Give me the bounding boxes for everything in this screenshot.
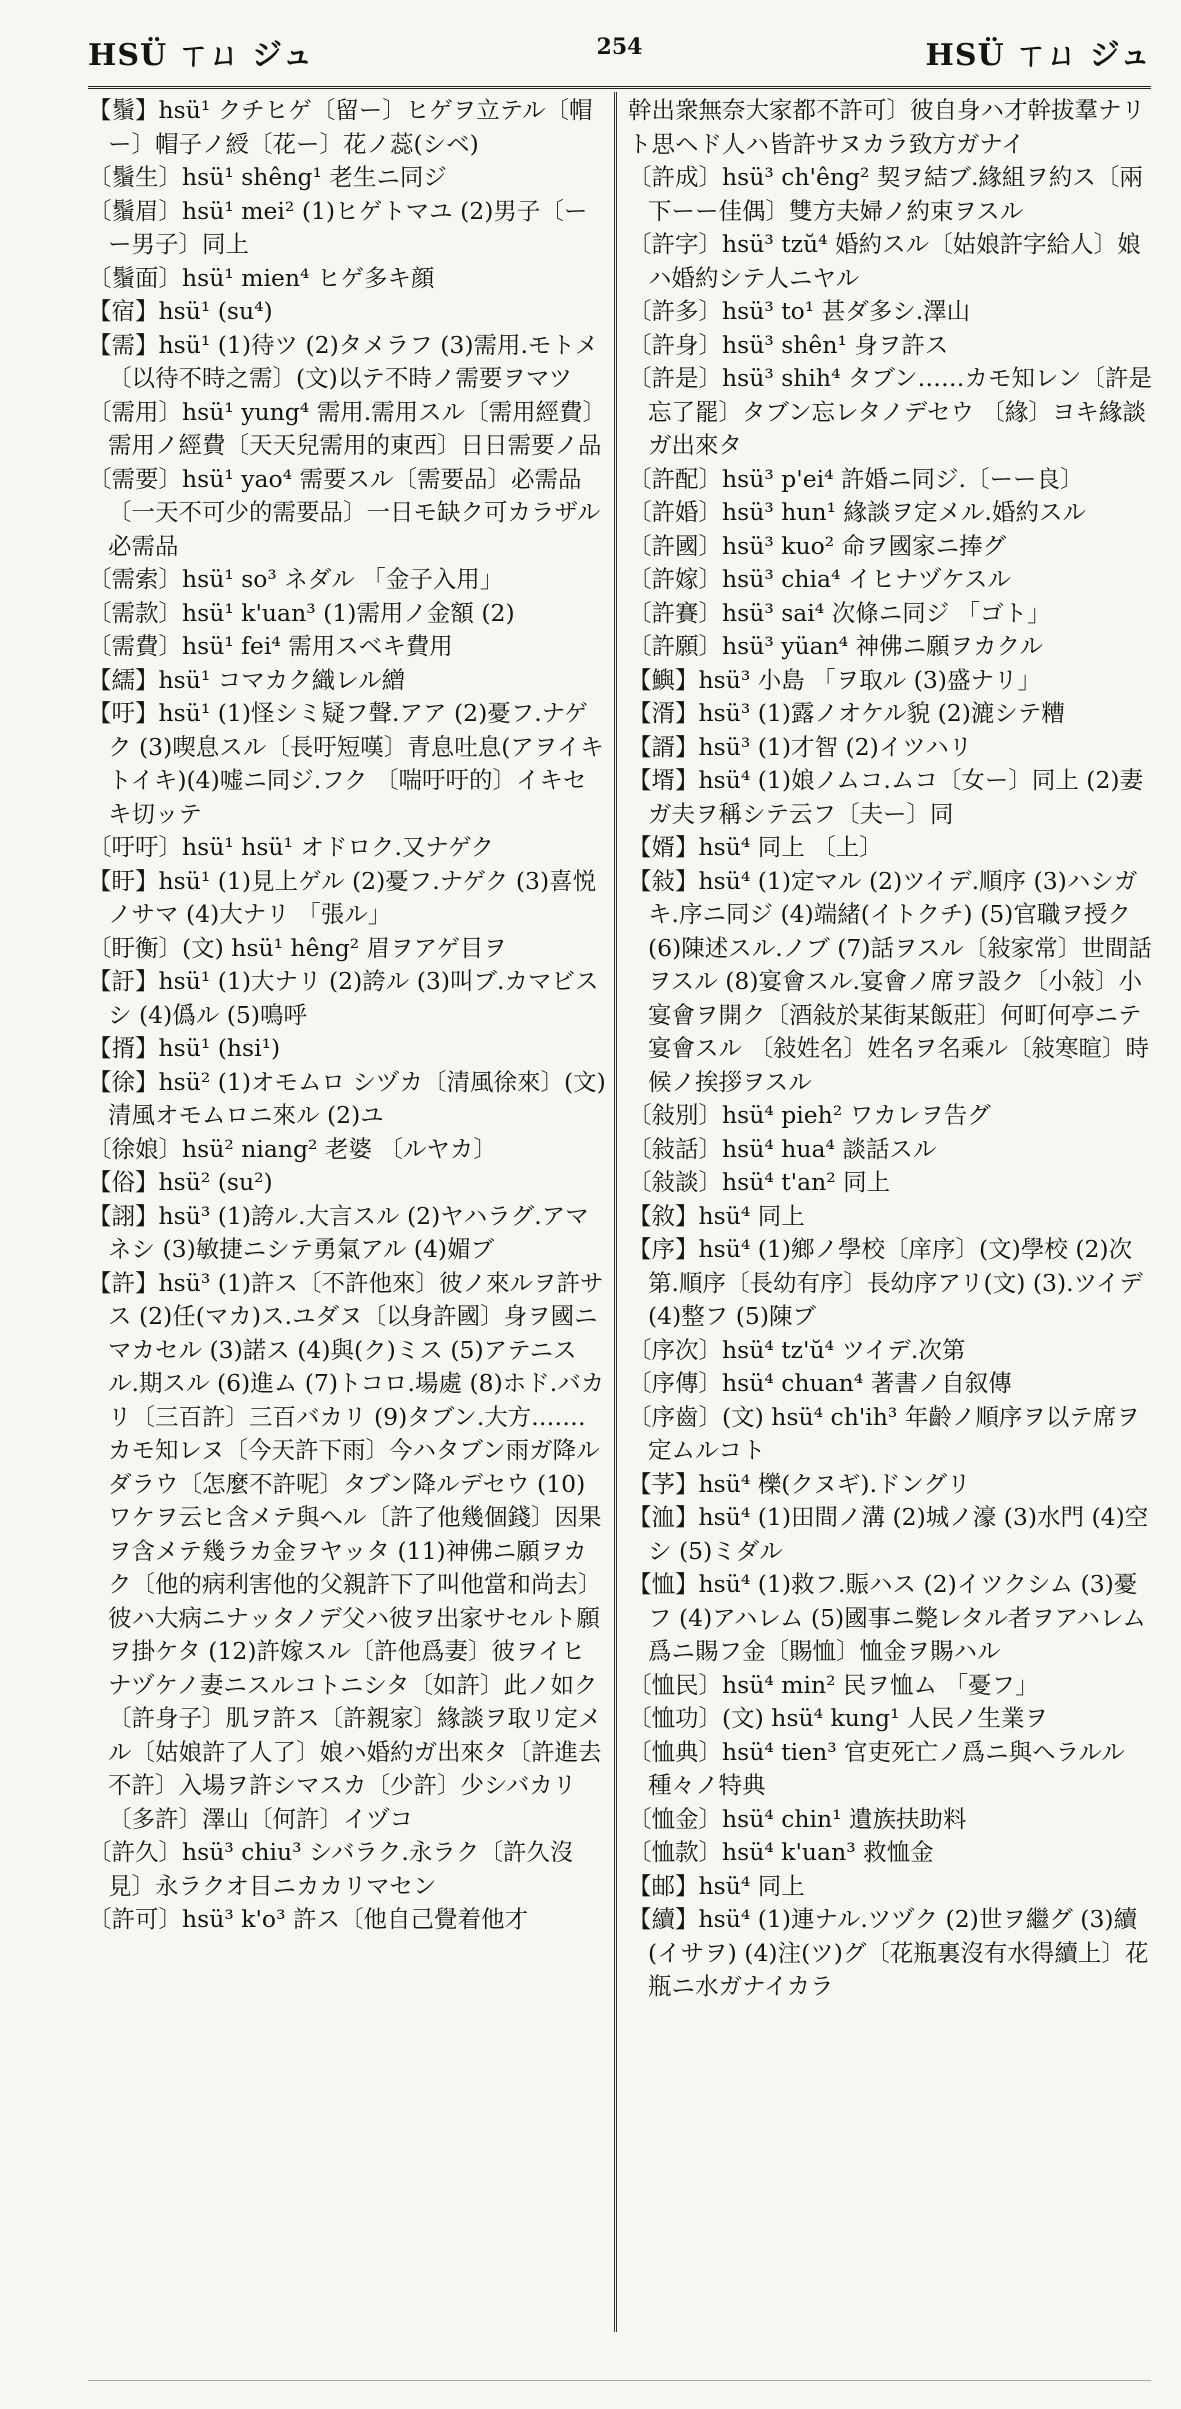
dictionary-entry: 〔鬚眉〕hsü¹ mei² (1)ヒゲトマユ (2)男子〔ーー男子〕同上 — [88, 196, 588, 258]
dictionary-entry: 〔徐娘〕hsü² niang² 老婆 〔ルヤカ〕 — [88, 1134, 497, 1163]
dictionary-entry: 【鬚】hsü¹ クチヒゲ〔留ー〕ヒゲヲ立テル〔帽ー〕帽子ノ綬〔花ー〕花ノ蕊(シベ) — [88, 96, 593, 158]
dictionary-entry: 〔許成〕hsü³ ch'êng² 契ヲ結ブ.緣組ヲ約ス〔兩下ーー佳偶〕雙方夫婦ノ約束ヲスル — [628, 163, 1143, 225]
dictionary-entry: 【洫】hsü⁴ (1)田間ノ溝 (2)城ノ濠 (3)水門 (4)空シ (5)ミダル — [628, 1503, 1149, 1565]
dictionary-entry: 【芧】hsü⁴ 櫟(クヌギ).ドングリ — [628, 1469, 971, 1498]
running-head-left: HSÜ ㄒㄩ ジュ — [88, 38, 314, 73]
dictionary-entry: 【續】hsü⁴ (1)連ナル.ツヅク (2)世ヲ繼グ (3)續(イサヲ) (4)注(ツ)グ〔花瓶裏沒有水得續上〕花瓶ニ水ガナイカラ — [628, 1905, 1149, 2000]
dictionary-entry: 【繻】hsü¹ コマカク織レル繒 — [88, 665, 406, 694]
dictionary-entry: 【俗】hsü² (su²) — [88, 1168, 273, 1196]
dictionary-entry: 【鱮】hsü³ 小島 「ヲ取ル (3)盛ナリ」 — [628, 665, 1041, 694]
dictionary-entry: 【婿】hsü⁴ 同上 〔上〕 — [628, 833, 883, 861]
dictionary-entry: 〔許嫁〕hsü³ chia⁴ イヒナヅケスル — [628, 565, 1012, 593]
dictionary-entry: 〔許是〕hsü³ shih⁴ タブン……カモ知レン〔許是忘了罷〕タブン忘レタノデセウ 〔緣〕ヨキ緣談ガ出來タ — [628, 364, 1152, 459]
page-header — [88, 26, 1151, 82]
dictionary-entry: 【敘】hsü⁴ 同上 — [628, 1201, 805, 1230]
dictionary-entry: 〔恤功〕(文) hsü⁴ kung¹ 人民ノ生業ヲ — [628, 1704, 1048, 1732]
dictionary-entry: 幹出衆無奈大家都不許可〕彼自身ハ才幹拔羣ナリト思ヘド人ハ皆許サヌカラ致方ガナイ — [628, 96, 1145, 158]
dictionary-entry: 【徐】hsü² (1)オモムロ シヅカ〔清風徐來〕(文)清風オモムロニ來ル (2)ユ — [88, 1067, 606, 1129]
dictionary-entry: 〔需用〕hsü¹ yung⁴ 需用.需用スル〔需用經費〕需用ノ經費〔天天兒需用的東西〕日日需要ノ品 — [88, 397, 602, 459]
page-number: 254 — [596, 34, 643, 60]
dictionary-entry: 〔序次〕hsü⁴ tz'ŭ⁴ ツイデ.次第 — [628, 1335, 966, 1364]
dictionary-entry: 〔敍話〕hsü⁴ hua⁴ 談話スル — [628, 1134, 937, 1163]
dictionary-entry: 【盱】hsü¹ (1)見上ゲル (2)憂フ.ナゲク (3)喜悦ノサマ (4)大ナリ 「張ル」 — [88, 866, 597, 928]
right-column — [628, 94, 1154, 2374]
dictionary-entry: 〔需費〕hsü¹ fei⁴ 需用スベキ費用 — [88, 632, 453, 660]
dictionary-entry: 【吁】hsü¹ (1)怪シミ疑フ聲.アア (2)憂フ.ナゲク (3)喫息スル〔長吁短嘆〕青息吐息(アヲイキトイキ)(4)嘘ニ同ジ.フク 〔喘吁吁的〕イキセキ切ッテ — [88, 699, 604, 828]
dictionary-entry: 〔鬚面〕hsü¹ mien⁴ ヒゲ多キ顔 — [88, 263, 435, 292]
dictionary-entry: 〔吁吁〕hsü¹ hsü¹ オドロク.又ナゲク — [88, 833, 495, 861]
dictionary-entry: 〔序傳〕hsü⁴ chuan⁴ 著書ノ自叙傳 — [628, 1369, 1012, 1397]
dictionary-entry: 〔需索〕hsü¹ so³ ネダル 「金子入用」 — [88, 565, 504, 593]
dictionary-entry: 【揟】hsü¹ (hsi¹) — [88, 1034, 281, 1062]
dictionary-entry: 【邮】hsü⁴ 同上 — [628, 1871, 805, 1900]
dictionary-entry: 〔需要〕hsü¹ yao⁴ 需要スル〔需要品〕必需品〔一天不可少的需要品〕一日モ缺ク可カラザル必需品 — [88, 464, 601, 560]
dictionary-entry: 〔盱衡〕(文) hsü¹ hêng² 眉ヲアゲ目ヲ — [88, 933, 507, 962]
dictionary-entry: 〔敍別〕hsü⁴ pieh² ワカレヲ告グ — [628, 1101, 991, 1129]
dictionary-entry: 〔恤款〕hsü⁴ k'uan³ 救恤金 — [628, 1838, 934, 1866]
running-head-right: HSÜ ㄒㄩ ジュ — [925, 38, 1151, 73]
dictionary-entry: 〔鬚生〕hsü¹ shêng¹ 老生ニ同ジ — [88, 163, 447, 191]
dictionary-entry: 【敍】hsü⁴ (1)定マル (2)ツイデ.順序 (3)ハシガキ.序ニ同ジ (4)端緒(イトクチ) (5)官職ヲ授ク (6)陳述スル.ノブ (7)話ヲスル〔敍家常〕世間話ヲスル (8)宴會スル.宴會ノ席ヲ設ク〔小敍〕小宴會ヲ開ク〔酒敍於某街某飯莊〕何町何亭ニテ宴會スル 〔敍姓名〕姓名ヲ名乘ル〔敍寒暄〕時候ノ挨拶ヲスル — [628, 866, 1152, 1096]
dictionary-entry: 【詡】hsü³ (1)誇ル.大言スル (2)ヤハラグ.アマネシ (3)敏捷ニシテ勇氣アル (4)媚ブ — [88, 1201, 589, 1263]
dictionary-entry: 〔敍談〕hsü⁴ t'an² 同上 — [628, 1168, 891, 1196]
dictionary-entry: 〔恤金〕hsü⁴ chin¹ 遺族扶助料 — [628, 1804, 967, 1833]
dictionary-entry: 〔恤民〕hsü⁴ min² 民ヲ恤ム 「憂フ」 — [628, 1670, 1039, 1699]
header-rule — [88, 86, 1151, 89]
dictionary-entry: 【諝】hsü³ (1)才智 (2)イツハリ — [628, 732, 973, 761]
dictionary-entry: 〔許願〕hsü³ yüan⁴ 神佛ニ願ヲカクル — [628, 632, 1043, 660]
footer-rule — [88, 2380, 1151, 2381]
dictionary-entry: 〔許可〕hsü³ k'o³ 許ス〔他自己覺着他才 — [88, 1905, 528, 1933]
dictionary-entry: 〔許婚〕hsü³ hun¹ 緣談ヲ定メル.婚約スル — [628, 498, 1086, 526]
dictionary-entry: 【序】hsü⁴ (1)鄉ノ學校〔庠序〕(文)學校 (2)次第.順序〔長幼有序〕長幼序アリ(文) (3).ツイデ (4)整フ (5)陳ブ — [628, 1235, 1143, 1330]
dictionary-entry: 【宿】hsü¹ (su⁴) — [88, 297, 273, 325]
dictionary-entry: 〔需款〕hsü¹ k'uan³ (1)需用ノ金額 (2) — [88, 598, 515, 627]
dictionary-entry: 〔序齒〕(文) hsü⁴ ch'ih³ 年齡ノ順序ヲ以テ席ヲ定ムルコト — [628, 1402, 1140, 1464]
column-divider — [614, 92, 617, 2332]
dictionary-entry: 〔許賽〕hsü³ sai⁴ 次條ニ同ジ 「ゴト」 — [628, 598, 1051, 627]
dictionary-entry: 〔許久〕hsü³ chiu³ シバラク.永ラク〔許久沒見〕永ラクオ目ニカカリマセン — [88, 1838, 574, 1900]
dictionary-entry: 〔許國〕hsü³ kuo² 命ヲ國家ニ捧グ — [628, 531, 1007, 560]
dictionary-entry: 【訏】hsü¹ (1)大ナリ (2)誇ル (3)叫ブ.カマビスシ (4)僞ル (5)鳴呼 — [88, 967, 599, 1029]
dictionary-entry: 〔許多〕hsü³ to¹ 甚ダ多シ.澤山 — [628, 297, 971, 325]
dictionary-entry: 【壻】hsü⁴ (1)娘ノムコ.ムコ〔女ー〕同上 (2)妻ガ夫ヲ稱シテ云フ〔夫ー〕同 — [628, 766, 1144, 828]
dictionary-entry: 〔許配〕hsü³ p'ei⁴ 許婚ニ同ジ.〔ーー良〕 — [628, 464, 1084, 493]
dictionary-entry: 〔許身〕hsü³ shên¹ 身ヲ許ス — [628, 330, 949, 359]
dictionary-entry: 【許】hsü³ (1)許ス〔不許他來〕彼ノ來ルヲ許サス (2)任(マカ)ス.ユダヌ〔以身許國〕身ヲ國ニマカセル (3)諾ス (4)與(ク)ミス (5)アテニスル.期スル (6)進ム (7)トコロ.場處 (8)ホド.バカリ〔三百許〕三百バカリ (9)タブン.大方.……カモ知レヌ〔今天許下雨〕今ハタブン雨ガ降ルダラウ〔怎麼不許呢〕タブン降ルデセウ (10)ワケヲ云ヒ含メテ與ヘル〔許了他幾個錢〕因果ヲ含メテ幾ラカ金ヲヤッタ (11)神佛ニ願ヲカク〔他的病利害他的父親許下了叫他當和尚去〕彼ハ大病ニナッタノデ父ハ彼ヲ出家サセルト願ヲ掛ケタ (12)許嫁スル〔許他爲妻〕彼ヲイヒナヅケノ妻ニスルコトニシタ〔如許〕此ノ如ク〔許身子〕肌ヲ許ス〔許親家〕緣談ヲ取リ定メル〔姑娘許了人了〕娘ハ婚約ガ出來タ〔許進去不許〕入場ヲ許シマスカ〔少許〕少シバカリ〔多許〕澤山〔何許〕イヅコ — [88, 1268, 605, 1833]
dictionary-entry: 【恤】hsü⁴ (1)救フ.賑ハス (2)イツクシム (3)憂フ (4)アハレム (5)國事ニ斃レタル者ヲアハレム爲ニ賜フ金〔賜恤〕恤金ヲ賜ハル — [628, 1570, 1146, 1665]
dictionary-entry: 【湑】hsü³ (1)露ノオケル貌 (2)漉シテ糟 — [628, 699, 1065, 727]
dictionary-entry: 〔許字〕hsü³ tzŭ⁴ 婚約スル〔姑娘許字給人〕娘ハ婚約シテ人ニヤル — [628, 230, 1141, 292]
dictionary-entry: 〔恤典〕hsü⁴ tien³ 官吏死亡ノ爲ニ與ヘラルル種々ノ特典 — [628, 1737, 1125, 1799]
dictionary-entry: 【需】hsü¹ (1)待ツ (2)タメラフ (3)需用.モトメ〔以待不時之需〕(文)以テ不時ノ需要ヲマツ — [88, 330, 599, 392]
left-column — [88, 94, 606, 2374]
